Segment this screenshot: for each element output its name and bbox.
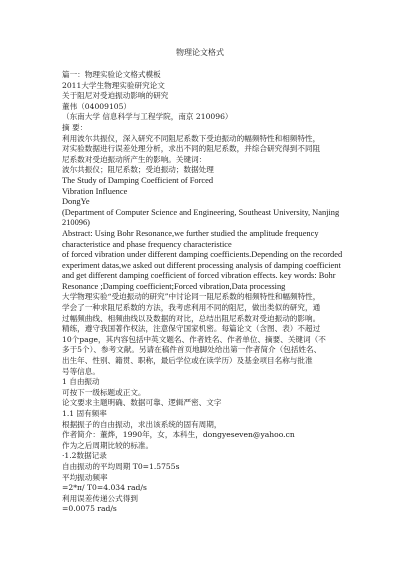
text-line: 尼系数对受迫振动所产生的影响。关键词：: [62, 154, 207, 164]
text-line: 作为之后周期比较的标准。: [62, 440, 154, 450]
text-line: Abstract: Using Bohr Resonance,we further studied the amplitude frequency: [62, 228, 319, 238]
text-line: characteristice and phase frequency characteristice: [62, 239, 232, 249]
text-line: and get different damping coefficient of forced vibration effects. key words: Bohr: [62, 271, 336, 281]
text-line: =0.0075 rad/s: [62, 504, 117, 514]
text-line: 2011大学生物理实验研究论文: [62, 80, 165, 90]
text-line: 关于阻尼对受迫振动影响的研究: [62, 91, 169, 101]
text-line: 利用波尔共振仪，深入研究不同阻尼系数下受迫振动的幅频特性和相频特性，: [62, 133, 321, 143]
text-line: 大学物理实验“受迫振动的研究”中讨论同一阻尼系数的相频特性和幅频特性，: [62, 292, 321, 302]
text-line: 波尔共振仪；阻尼系数；受迫振动；数据处理: [62, 165, 214, 175]
text-line: 精练，遵守我国著作权法，注意保守国家机密。每篇论文（含图、表）不超过: [62, 324, 321, 334]
document-title: 物理论文格式: [176, 48, 224, 57]
text-line: 利用误差传递公式得到: [62, 493, 138, 503]
text-line: DongYe: [62, 197, 90, 207]
text-line: of forced vibration under different damping coefficients.Depending on the recorded: [62, 250, 343, 260]
text-line: Vibration Influence: [62, 186, 128, 196]
text-line: （东南大学 信息科学与工程学院，南京 210096）: [62, 112, 233, 122]
text-line: 过幅频曲线、相频曲线以及数据的对比，总结出阻尼系数对受迫振动的影响。: [62, 313, 321, 323]
text-line: 根据振子的自由振动，求出该系统的固有周期，: [62, 419, 222, 429]
section-heading: 1 自由振动: [62, 377, 100, 387]
text-line: 对实验数据进行误差处理分析，求出不同的阻尼系数，并综合研究得到不同阻: [62, 144, 321, 154]
text-line: 多于5个）、参考文献。另请在稿件首页地脚处给出第一作者简介（包括姓名、: [62, 345, 322, 355]
document-body: [62, 70, 362, 515]
text-line: 董伟（04009105）: [62, 101, 132, 111]
text-line: 篇一：物理实验论文格式模板: [62, 70, 161, 79]
text-line: experiment datas,we asked out different processing analysis of damping coefficient: [62, 260, 341, 270]
text-line: 论文要求主题明确、数据可靠、逻辑严密、文字: [62, 398, 222, 408]
text-line: 210096): [62, 218, 90, 228]
text-line: 摘 要：: [62, 122, 88, 132]
text-line: (Department of Computer Science and Engineering, Southeast University, Nanjing: [62, 207, 340, 217]
text-line: 作者简介：董烨，1990年，女，本科生，dongyeseven@yahoo.cn: [62, 430, 295, 440]
section-heading: 1.1 固有频率: [62, 409, 107, 418]
text-line: 自由振动的平均周期 T0=1.5755s: [62, 461, 180, 471]
text-line: 可按下一级标题或正文。: [62, 387, 146, 397]
text-line: 学会了一种求阻尼系数的方法，我考虑利用不同的阻尼，做出类似的研究，通: [62, 303, 321, 313]
text-line: Resonance ;Damping coefficient;Forced vibration,Data processing: [62, 281, 286, 291]
section-heading: ·1.2数据记录: [62, 451, 107, 461]
text-line: 出生年、性别、籍贯、职称，最后学位或在读学历）及基金项目名称与批准: [62, 356, 313, 366]
text-line: The Study of Damping Coefficient of Forced: [62, 175, 214, 185]
text-line: =2*π/ T0=4.034 rad/s: [62, 483, 147, 493]
text-line: 平均振动频率: [62, 472, 108, 482]
text-line: 号等信息。: [62, 366, 100, 376]
text-line: 10个page，其内容包括中英文题名、作者姓名、作者单位、摘要、关键词（不: [62, 334, 326, 344]
